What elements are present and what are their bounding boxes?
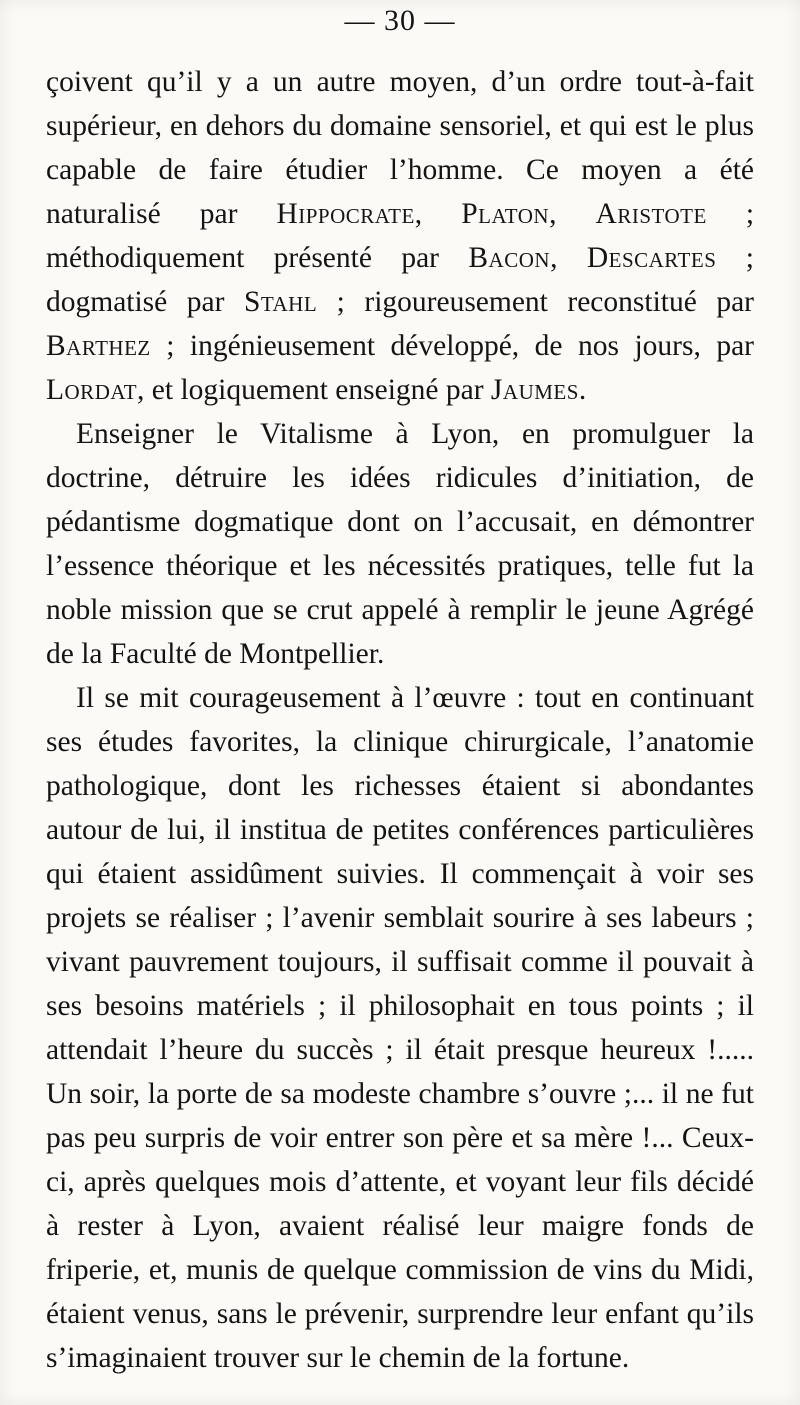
page-number: — 30 — xyxy=(344,4,456,37)
author-name-stahl: Stahl xyxy=(243,286,318,318)
author-name-lordat: Lordat xyxy=(46,374,138,406)
author-name-platon: Platon xyxy=(461,198,550,230)
text-run: . xyxy=(578,374,587,406)
author-name-barthez: Barthez xyxy=(46,330,151,362)
text-run: ; méthodiquement présenté par xyxy=(46,198,755,274)
author-name-bacon: Bacon xyxy=(468,242,551,274)
text-run: , xyxy=(550,242,587,274)
author-name-descartes: Descartes xyxy=(586,242,717,274)
text-run: , et logiquement enseigné par xyxy=(137,374,491,406)
text-run: ; rigoureusement reconstitué par xyxy=(317,286,754,318)
text-run: , xyxy=(414,198,462,230)
paragraph-3: Il se mit courageusement à l’œuvre : tout en continuant ses études favorites, la clinique chirurgicale, l’anatomie pathologique, dont les richesses étaient si abondantes autour de lui, il institua de petites conférences particulières qui étaient assidûment suivies. Il commençait à voir ses projets se réaliser ; l’avenir semblait sourire à ses labeurs ; vivant pauvrement toujours, il suffisait comme il pouvait à ses besoins matériels ; il philosophait en tous points ; il attendait l’heure du succès ; il était presque heureux !..... Un soir, la porte de sa modeste chambre s’ouvre ;... il ne fut pas peu surpris de voir entrer son père et sa mère !... Ceux-ci, après quelques mois d’attente, et voyant leur fils décidé à rester à Lyon, avaient réalisé leur maigre fonds de friperie, et, munis de quelque commission de vins du Midi, étaient venus, sans le prévenir, surprendre leur enfant qu’ils s’imaginaient trouver sur le chemin de la fortune. xyxy=(46,682,754,1374)
paragraph-1 xyxy=(46,60,754,412)
text-run: çoivent qu’il y a un autre moyen, d’un ordre tout-à-fait supérieur, en dehors du domaine sensoriel, et qui est le plus capable de faire étudier l’homme. Ce moyen a été naturalisé par xyxy=(46,66,754,230)
author-name-hippocrate: Hippocrate xyxy=(276,198,415,230)
paragraph-2: Enseigner le Vitalisme à Lyon, en promulguer la doctrine, détruire les idées ridicules d’initiation, de pédantisme dogmatique dont on l’accusait, en démontrer l’essence théorique et les nécessités pratiques, telle fut la noble mission que se crut appelé à remplir le jeune Agrégé de la Faculté de Montpellier. xyxy=(46,418,754,670)
author-name-aristote: Aristote xyxy=(595,198,707,230)
text-run: ; dogmatisé par xyxy=(46,242,754,318)
text-run: , xyxy=(549,198,596,230)
author-name-jaumes: Jaumes xyxy=(490,374,579,406)
text-run: ; ingénieusement développé, de nos jours, par xyxy=(150,330,754,362)
